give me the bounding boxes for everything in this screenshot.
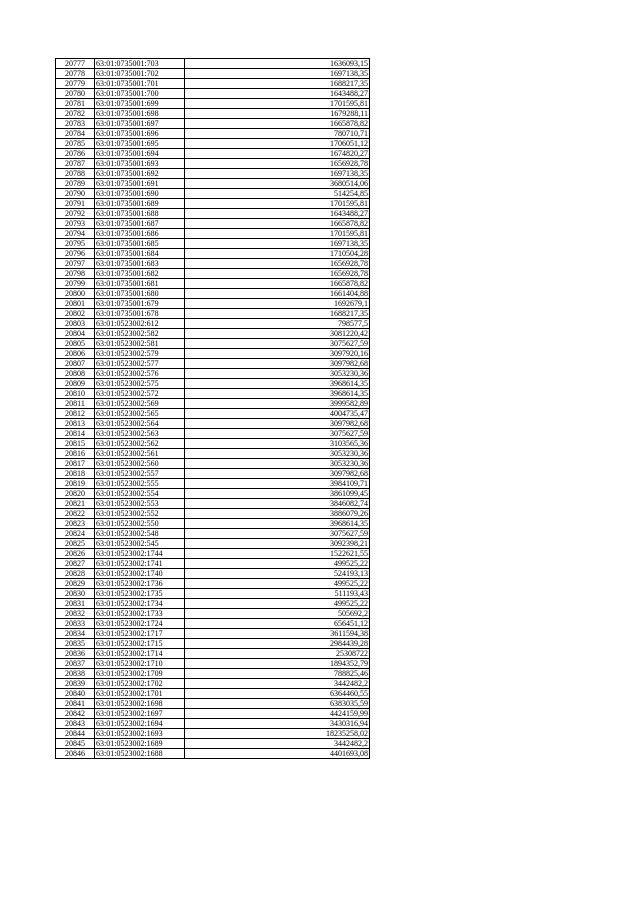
table-row [56, 519, 370, 529]
row-number-cell: 20824 [56, 529, 95, 539]
cadastral-number-cell: 63:01:0523002:1714 [95, 649, 185, 659]
cadastral-number-cell: 63:01:0523002:560 [95, 459, 185, 469]
cadastral-value-cell: 788825,46 [185, 669, 370, 679]
table-row [56, 459, 370, 469]
row-number-cell: 20781 [56, 99, 95, 109]
row-number-cell: 20821 [56, 499, 95, 509]
row-number-cell: 20815 [56, 439, 95, 449]
cadastral-value-cell: 1656928,78 [185, 269, 370, 279]
row-number-cell: 20845 [56, 739, 95, 749]
cadastral-value-cell: 3968614,35 [185, 519, 370, 529]
table-row [56, 499, 370, 509]
row-number-cell: 20825 [56, 539, 95, 549]
row-number-cell: 20779 [56, 79, 95, 89]
table-row [56, 339, 370, 349]
cadastral-value-cell: 6383035,59 [185, 699, 370, 709]
cadastral-number-cell: 63:01:0523002:1744 [95, 549, 185, 559]
cadastral-value-cell: 6364460,55 [185, 689, 370, 699]
table-row [56, 209, 370, 219]
cadastral-number-cell: 63:01:0735001:689 [95, 199, 185, 209]
cadastral-value-cell: 1522621,55 [185, 549, 370, 559]
cadastral-value-cell: 3053230,36 [185, 369, 370, 379]
row-number-cell: 20791 [56, 199, 95, 209]
row-number-cell: 20807 [56, 359, 95, 369]
row-number-cell: 20827 [56, 559, 95, 569]
table-row [56, 589, 370, 599]
row-number-cell: 20790 [56, 189, 95, 199]
row-number-cell: 20806 [56, 349, 95, 359]
row-number-cell: 20842 [56, 709, 95, 719]
table-row [56, 289, 370, 299]
table-row [56, 279, 370, 289]
cadastral-number-cell: 63:01:0735001:697 [95, 119, 185, 129]
cadastral-value-cell: 25308722 [185, 649, 370, 659]
table-row [56, 119, 370, 129]
cadastral-number-cell: 63:01:0735001:681 [95, 279, 185, 289]
cadastral-number-cell: 63:01:0735001:683 [95, 259, 185, 269]
row-number-cell: 20811 [56, 399, 95, 409]
row-number-cell: 20840 [56, 689, 95, 699]
cadastral-number-cell: 63:01:0735001:698 [95, 109, 185, 119]
cadastral-number-cell: 63:01:0523002:1740 [95, 569, 185, 579]
row-number-cell: 20786 [56, 149, 95, 159]
cadastral-value-cell: 1661404,88 [185, 289, 370, 299]
cadastral-number-cell: 63:01:0735001:678 [95, 309, 185, 319]
row-number-cell: 20836 [56, 649, 95, 659]
cadastral-number-cell: 63:01:0523002:1717 [95, 629, 185, 639]
table-row [56, 159, 370, 169]
table-body [56, 59, 370, 759]
table-row [56, 229, 370, 239]
cadastral-number-cell: 63:01:0523002:575 [95, 379, 185, 389]
cadastral-value-cell: 2984439,28 [185, 639, 370, 649]
row-number-cell: 20798 [56, 269, 95, 279]
row-number-cell: 20785 [56, 139, 95, 149]
cadastral-value-cell: 3430316,94 [185, 719, 370, 729]
table-row [56, 429, 370, 439]
cadastral-number-cell: 63:01:0523002:1741 [95, 559, 185, 569]
row-number-cell: 20828 [56, 569, 95, 579]
table-row [56, 489, 370, 499]
cadastral-number-cell: 63:01:0735001:701 [95, 79, 185, 89]
row-number-cell: 20799 [56, 279, 95, 289]
row-number-cell: 20844 [56, 729, 95, 739]
row-number-cell: 20831 [56, 599, 95, 609]
table-row [56, 89, 370, 99]
row-number-cell: 20801 [56, 299, 95, 309]
row-number-cell: 20804 [56, 329, 95, 339]
cadastral-value-cell: 3611594,38 [185, 629, 370, 639]
cadastral-number-cell: 63:01:0735001:691 [95, 179, 185, 189]
row-number-cell: 20780 [56, 89, 95, 99]
table-row [56, 219, 370, 229]
cadastral-number-cell: 63:01:0523002:1689 [95, 739, 185, 749]
row-number-cell: 20819 [56, 479, 95, 489]
cadastral-number-cell: 63:01:0735001:702 [95, 69, 185, 79]
cadastral-number-cell: 63:01:0523002:1734 [95, 599, 185, 609]
table-row [56, 739, 370, 749]
row-number-cell: 20823 [56, 519, 95, 529]
cadastral-value-cell: 3053230,36 [185, 449, 370, 459]
table-row [56, 619, 370, 629]
table-row [56, 679, 370, 689]
cadastral-value-cell: 780710,71 [185, 129, 370, 139]
row-number-cell: 20789 [56, 179, 95, 189]
cadastral-value-cell: 1701595,81 [185, 229, 370, 239]
table-row [56, 559, 370, 569]
cadastral-number-cell: 63:01:0523002:579 [95, 349, 185, 359]
table-row [56, 569, 370, 579]
cadastral-number-cell: 63:01:0735001:703 [95, 59, 185, 69]
cadastral-number-cell: 63:01:0523002:545 [95, 539, 185, 549]
cadastral-value-cell: 1665878,82 [185, 219, 370, 229]
cadastral-number-cell: 63:01:0523002:1698 [95, 699, 185, 709]
cadastral-number-cell: 63:01:0523002:1709 [95, 669, 185, 679]
cadastral-value-cell: 3886079,26 [185, 509, 370, 519]
row-number-cell: 20787 [56, 159, 95, 169]
cadastral-number-cell: 63:01:0735001:690 [95, 189, 185, 199]
cadastral-number-cell: 63:01:0523002:565 [95, 409, 185, 419]
table-row [56, 479, 370, 489]
row-number-cell: 20833 [56, 619, 95, 629]
row-number-cell: 20777 [56, 59, 95, 69]
row-number-cell: 20837 [56, 659, 95, 669]
cadastral-number-cell: 63:01:0523002:1710 [95, 659, 185, 669]
row-number-cell: 20835 [56, 639, 95, 649]
row-number-cell: 20830 [56, 589, 95, 599]
table-row [56, 699, 370, 709]
cadastral-value-cell: 514254,85 [185, 189, 370, 199]
table-row [56, 239, 370, 249]
table-row [56, 409, 370, 419]
row-number-cell: 20810 [56, 389, 95, 399]
cadastral-number-cell: 63:01:0735001:696 [95, 129, 185, 139]
row-number-cell: 20838 [56, 669, 95, 679]
row-number-cell: 20812 [56, 409, 95, 419]
table-row [56, 319, 370, 329]
cadastral-value-cell: 1697138,35 [185, 69, 370, 79]
row-number-cell: 20803 [56, 319, 95, 329]
cadastral-value-cell: 3442482,2 [185, 679, 370, 689]
row-number-cell: 20841 [56, 699, 95, 709]
row-number-cell: 20794 [56, 229, 95, 239]
cadastral-number-cell: 63:01:0523002:564 [95, 419, 185, 429]
cadastral-number-cell: 63:01:0735001:680 [95, 289, 185, 299]
cadastral-number-cell: 63:01:0735001:682 [95, 269, 185, 279]
table-row [56, 59, 370, 69]
cadastral-value-cell: 3984109,71 [185, 479, 370, 489]
cadastral-value-cell: 3075627,59 [185, 529, 370, 539]
table-row [56, 649, 370, 659]
table-row [56, 169, 370, 179]
cadastral-value-cell: 3103565,36 [185, 439, 370, 449]
cadastral-value-cell: 1679288,11 [185, 109, 370, 119]
cadastral-value-cell: 3442482,2 [185, 739, 370, 749]
table-row [56, 719, 370, 729]
row-number-cell: 20800 [56, 289, 95, 299]
row-number-cell: 20820 [56, 489, 95, 499]
table-row [56, 299, 370, 309]
cadastral-number-cell: 63:01:0735001:692 [95, 169, 185, 179]
row-number-cell: 20816 [56, 449, 95, 459]
table-row [56, 379, 370, 389]
cadastral-number-cell: 63:01:0523002:569 [95, 399, 185, 409]
table-row [56, 469, 370, 479]
cadastral-value-cell: 511193,43 [185, 589, 370, 599]
table-row [56, 449, 370, 459]
cadastral-value-cell: 505692,2 [185, 609, 370, 619]
row-number-cell: 20829 [56, 579, 95, 589]
cadastral-number-cell: 63:01:0523002:548 [95, 529, 185, 539]
cadastral-number-cell: 63:01:0735001:687 [95, 219, 185, 229]
row-number-cell: 20808 [56, 369, 95, 379]
table-row [56, 99, 370, 109]
cadastral-number-cell: 63:01:0735001:679 [95, 299, 185, 309]
row-number-cell: 20834 [56, 629, 95, 639]
cadastral-number-cell: 63:01:0735001:700 [95, 89, 185, 99]
cadastral-number-cell: 63:01:0523002:1736 [95, 579, 185, 589]
cadastral-number-cell: 63:01:0523002:572 [95, 389, 185, 399]
cadastral-number-cell: 63:01:0523002:557 [95, 469, 185, 479]
cadastral-value-cell: 499525,22 [185, 599, 370, 609]
cadastral-number-cell: 63:01:0523002:555 [95, 479, 185, 489]
table-row [56, 659, 370, 669]
table-row [56, 389, 370, 399]
table-row [56, 599, 370, 609]
cadastral-value-cell: 3968614,35 [185, 389, 370, 399]
row-number-cell: 20802 [56, 309, 95, 319]
cadastral-value-cell: 3097982,68 [185, 469, 370, 479]
table-row [56, 309, 370, 319]
row-number-cell: 20784 [56, 129, 95, 139]
cadastral-value-table [55, 58, 370, 759]
row-number-cell: 20809 [56, 379, 95, 389]
cadastral-value-cell: 3861099,45 [185, 489, 370, 499]
cadastral-value-cell: 3097920,16 [185, 349, 370, 359]
cadastral-value-cell: 3680514,06 [185, 179, 370, 189]
row-number-cell: 20818 [56, 469, 95, 479]
cadastral-value-cell: 1665878,82 [185, 119, 370, 129]
cadastral-value-cell: 3081220,42 [185, 329, 370, 339]
cadastral-value-cell: 3097982,68 [185, 359, 370, 369]
cadastral-number-cell: 63:01:0523002:1693 [95, 729, 185, 739]
cadastral-value-cell: 1894352,79 [185, 659, 370, 669]
cadastral-value-cell: 1656928,78 [185, 259, 370, 269]
row-number-cell: 20797 [56, 259, 95, 269]
row-number-cell: 20814 [56, 429, 95, 439]
cadastral-value-cell: 1656928,78 [185, 159, 370, 169]
table-row [56, 199, 370, 209]
cadastral-number-cell: 63:01:0523002:562 [95, 439, 185, 449]
cadastral-value-cell: 3999582,89 [185, 399, 370, 409]
row-number-cell: 20788 [56, 169, 95, 179]
table-row [56, 439, 370, 449]
cadastral-number-cell: 63:01:0735001:684 [95, 249, 185, 259]
table-row [56, 109, 370, 119]
row-number-cell: 20782 [56, 109, 95, 119]
table-row [56, 539, 370, 549]
cadastral-number-cell: 63:01:0523002:1697 [95, 709, 185, 719]
table-row [56, 139, 370, 149]
table-row [56, 259, 370, 269]
cadastral-number-cell: 63:01:0523002:612 [95, 319, 185, 329]
cadastral-value-cell: 656451,12 [185, 619, 370, 629]
cadastral-value-cell: 1674820,27 [185, 149, 370, 159]
cadastral-value-cell: 3075627,59 [185, 429, 370, 439]
cadastral-number-cell: 63:01:0523002:1724 [95, 619, 185, 629]
cadastral-number-cell: 63:01:0523002:554 [95, 489, 185, 499]
table-row [56, 609, 370, 619]
cadastral-value-cell: 1697138,35 [185, 239, 370, 249]
cadastral-value-cell: 798577,5 [185, 319, 370, 329]
table-row [56, 509, 370, 519]
cadastral-value-cell: 499525,22 [185, 559, 370, 569]
cadastral-number-cell: 63:01:0523002:576 [95, 369, 185, 379]
cadastral-value-cell: 1701595,81 [185, 99, 370, 109]
row-number-cell: 20817 [56, 459, 95, 469]
cadastral-value-cell: 1643488,27 [185, 209, 370, 219]
cadastral-number-cell: 63:01:0523002:577 [95, 359, 185, 369]
cadastral-number-cell: 63:01:0523002:582 [95, 329, 185, 339]
cadastral-value-cell: 1710504,28 [185, 249, 370, 259]
table-row [56, 359, 370, 369]
cadastral-number-cell: 63:01:0523002:1701 [95, 689, 185, 699]
row-number-cell: 20805 [56, 339, 95, 349]
cadastral-value-cell: 1692679,1 [185, 299, 370, 309]
row-number-cell: 20846 [56, 749, 95, 759]
cadastral-value-cell: 1636093,15 [185, 59, 370, 69]
row-number-cell: 20793 [56, 219, 95, 229]
table-row [56, 149, 370, 159]
cadastral-number-cell: 63:01:0523002:552 [95, 509, 185, 519]
cadastral-number-cell: 63:01:0523002:581 [95, 339, 185, 349]
table-row [56, 399, 370, 409]
table-row [56, 249, 370, 259]
row-number-cell: 20813 [56, 419, 95, 429]
table-row [56, 129, 370, 139]
cadastral-number-cell: 63:01:0735001:699 [95, 99, 185, 109]
cadastral-value-cell: 1665878,82 [185, 279, 370, 289]
row-number-cell: 20778 [56, 69, 95, 79]
cadastral-number-cell: 63:01:0523002:561 [95, 449, 185, 459]
cadastral-number-cell: 63:01:0735001:685 [95, 239, 185, 249]
cadastral-value-cell: 3097982,68 [185, 419, 370, 429]
cadastral-number-cell: 63:01:0523002:1733 [95, 609, 185, 619]
table-row [56, 79, 370, 89]
table-row [56, 639, 370, 649]
cadastral-value-cell: 1701595,81 [185, 199, 370, 209]
table-row [56, 549, 370, 559]
cadastral-value-cell: 4004735,47 [185, 409, 370, 419]
table-row [56, 709, 370, 719]
cadastral-number-cell: 63:01:0523002:1694 [95, 719, 185, 729]
table-row [56, 329, 370, 339]
table-row [56, 419, 370, 429]
table-row [56, 269, 370, 279]
table-row [56, 529, 370, 539]
row-number-cell: 20792 [56, 209, 95, 219]
row-number-cell: 20832 [56, 609, 95, 619]
table-row [56, 689, 370, 699]
cadastral-number-cell: 63:01:0735001:695 [95, 139, 185, 149]
cadastral-value-cell: 524193,13 [185, 569, 370, 579]
table-row [56, 729, 370, 739]
cadastral-value-cell: 499525,22 [185, 579, 370, 589]
cadastral-number-cell: 63:01:0735001:693 [95, 159, 185, 169]
cadastral-number-cell: 63:01:0523002:1702 [95, 679, 185, 689]
cadastral-value-cell: 1688217,35 [185, 79, 370, 89]
cadastral-value-cell: 1697138,35 [185, 169, 370, 179]
cadastral-number-cell: 63:01:0523002:1735 [95, 589, 185, 599]
table-row [56, 179, 370, 189]
cadastral-value-cell: 1688217,35 [185, 309, 370, 319]
cadastral-value-cell: 3075627,59 [185, 339, 370, 349]
cadastral-value-cell: 4401693,08 [185, 749, 370, 759]
cadastral-number-cell: 63:01:0523002:553 [95, 499, 185, 509]
table-row [56, 669, 370, 679]
row-number-cell: 20822 [56, 509, 95, 519]
table-row [56, 629, 370, 639]
cadastral-number-cell: 63:01:0523002:1688 [95, 749, 185, 759]
cadastral-value-cell: 1706051,12 [185, 139, 370, 149]
row-number-cell: 20826 [56, 549, 95, 559]
cadastral-number-cell: 63:01:0735001:694 [95, 149, 185, 159]
table-row [56, 349, 370, 359]
cadastral-number-cell: 63:01:0523002:550 [95, 519, 185, 529]
row-number-cell: 20783 [56, 119, 95, 129]
table-row [56, 369, 370, 379]
row-number-cell: 20843 [56, 719, 95, 729]
cadastral-number-cell: 63:01:0735001:688 [95, 209, 185, 219]
cadastral-number-cell: 63:01:0735001:686 [95, 229, 185, 239]
cadastral-value-cell: 3846082,74 [185, 499, 370, 509]
table-row [56, 189, 370, 199]
row-number-cell: 20795 [56, 239, 95, 249]
cadastral-value-cell: 1643488,27 [185, 89, 370, 99]
table-row [56, 69, 370, 79]
cadastral-number-cell: 63:01:0523002:563 [95, 429, 185, 439]
cadastral-number-cell: 63:01:0523002:1715 [95, 639, 185, 649]
row-number-cell: 20796 [56, 249, 95, 259]
cadastral-value-cell: 4424159,99 [185, 709, 370, 719]
cadastral-value-cell: 3053230,36 [185, 459, 370, 469]
table-row [56, 749, 370, 759]
table-row [56, 579, 370, 589]
row-number-cell: 20839 [56, 679, 95, 689]
cadastral-value-cell: 18235258,02 [185, 729, 370, 739]
cadastral-value-cell: 3968614,35 [185, 379, 370, 389]
cadastral-value-cell: 3092398,21 [185, 539, 370, 549]
